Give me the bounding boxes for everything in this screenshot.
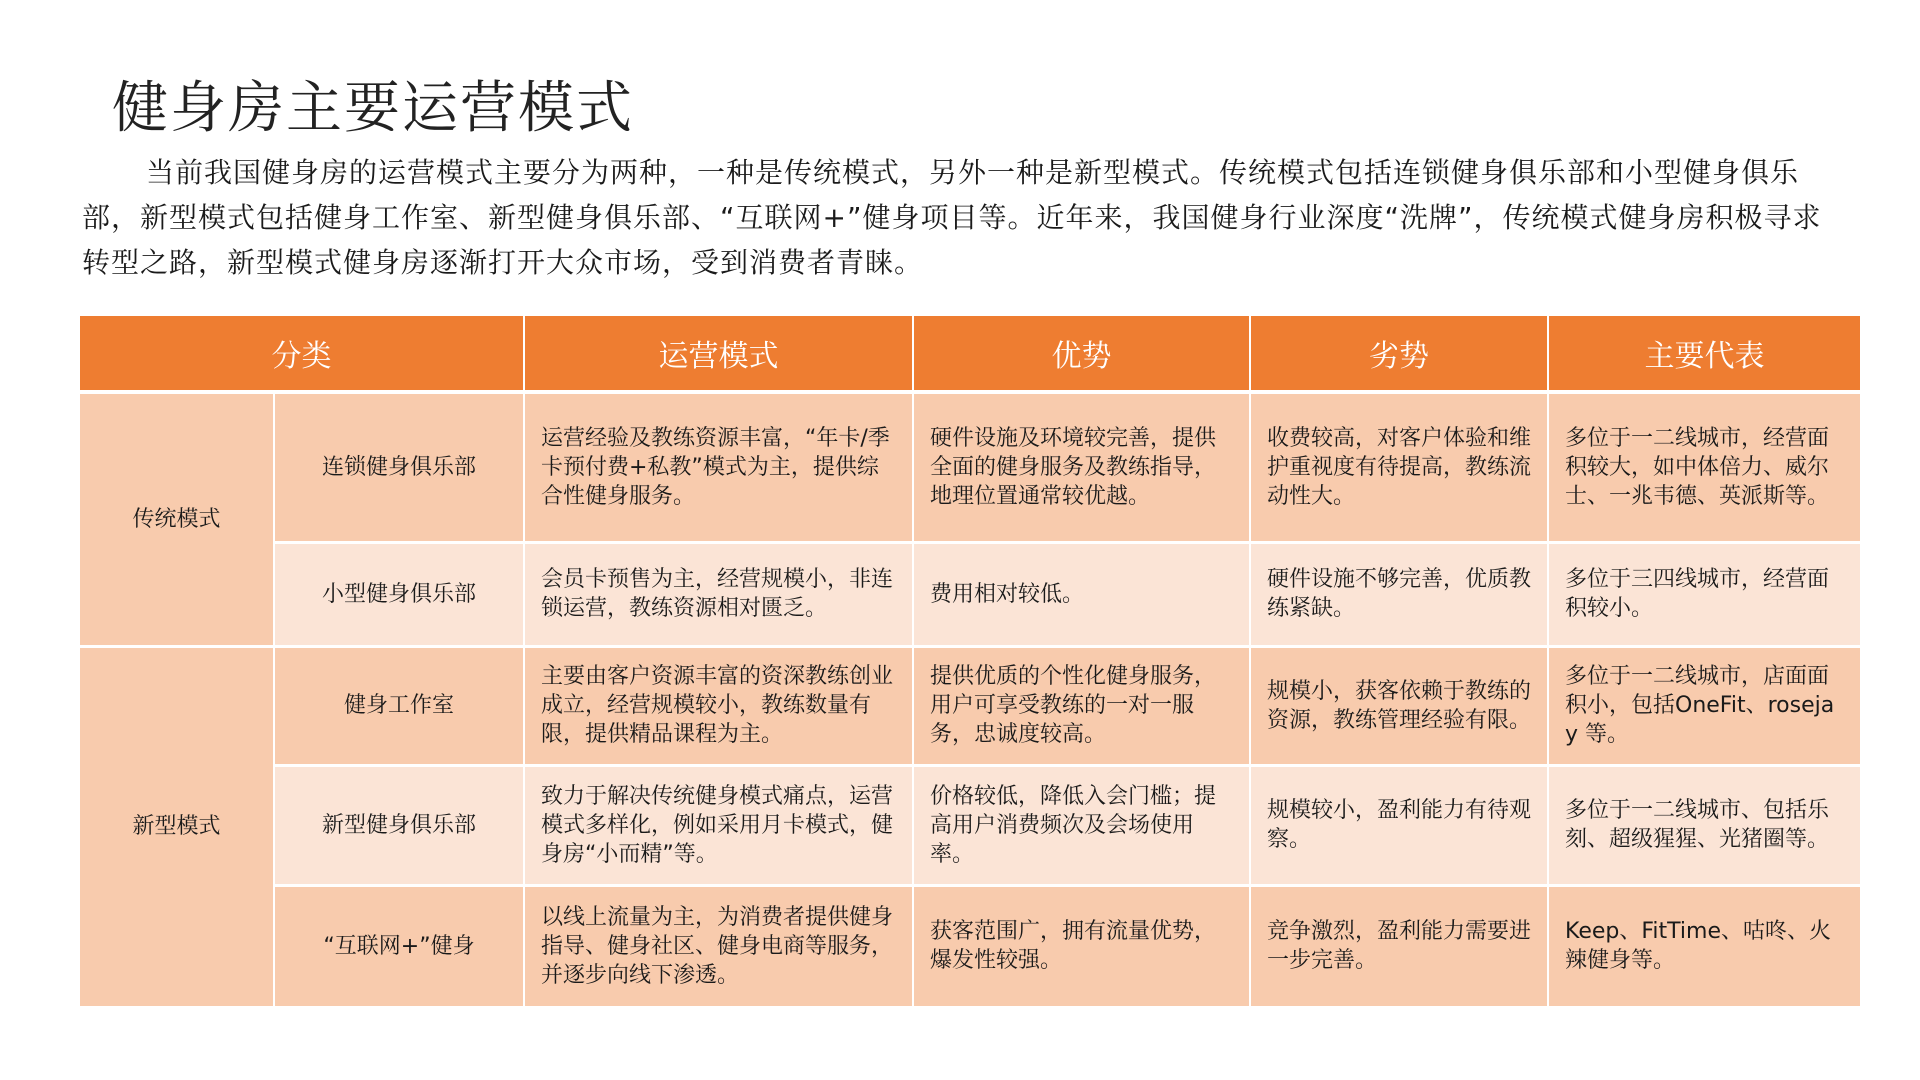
cell-mode: 运营经验及教练资源丰富，“年卡/季卡预付费+私教”模式为主，提供综合性健身服务。: [524, 392, 913, 542]
page-title: 健身房主要运营模式: [112, 76, 634, 141]
cell-advantage: 费用相对较低。: [913, 542, 1250, 646]
table-row: [80, 765, 1860, 885]
cell-representative: 多位于一二线城市，经营面积较大，如中体倍力、威尔士、一兆韦德、英派斯等。: [1548, 392, 1860, 542]
cell-disadvantage: 硬件设施不够完善，优质教练紧缺。: [1250, 542, 1548, 646]
group-traditional: 传统模式: [80, 392, 274, 646]
table-row: [80, 542, 1860, 646]
header-mode: 运营模式: [524, 316, 913, 392]
cell-disadvantage: 规模小，获客依赖于教练的资源，教练管理经验有限。: [1250, 646, 1548, 765]
table-row: [80, 392, 1860, 542]
table-row: [80, 885, 1860, 1007]
header-category: 分类: [80, 316, 524, 392]
group-new: 新型模式: [80, 646, 274, 1007]
cell-advantage: 提供优质的个性化健身服务，用户可享受教练的一对一服务，忠诚度较高。: [913, 646, 1250, 765]
cell-disadvantage: 规模较小，盈利能力有待观察。: [1250, 765, 1548, 885]
cell-representative: 多位于一二线城市、包括乐刻、超级猩猩、光猪圈等。: [1548, 765, 1860, 885]
cell-disadvantage: 竞争激烈，盈利能力需要进一步完善。: [1250, 885, 1548, 1007]
cell-disadvantage: 收费较高，对客户体验和维护重视度有待提高，教练流动性大。: [1250, 392, 1548, 542]
cell-mode: 致力于解决传统健身模式痛点，运营模式多样化，例如采用月卡模式，健身房“小而精”等。: [524, 765, 913, 885]
cell-representative: 多位于三四线城市，经营面积较小。: [1548, 542, 1860, 646]
intro-paragraph: 当前我国健身房的运营模式主要分为两种，一种是传统模式，另外一种是新型模式。传统模式包括连锁健身俱乐部和小型健身俱乐部，新型模式包括健身工作室、新型健身俱乐部、“互联网+”健身项目等。近年来，我国健身行业深度“洗牌”，传统模式健身房积极寻求转型之路，新型模式健身房逐渐打开大众市场，受到消费者青睐。: [82, 156, 1822, 279]
header-representative: 主要代表: [1548, 316, 1860, 392]
row-name: 新型健身俱乐部: [274, 765, 524, 885]
cell-mode: 会员卡预售为主，经营规模小，非连锁运营，教练资源相对匮乏。: [524, 542, 913, 646]
row-name: 连锁健身俱乐部: [274, 392, 524, 542]
header-disadvantage: 劣势: [1250, 316, 1548, 392]
table-row: [80, 646, 1860, 765]
cell-advantage: 获客范围广，拥有流量优势，爆发性较强。: [913, 885, 1250, 1007]
row-name: 小型健身俱乐部: [274, 542, 524, 646]
cell-mode: 以线上流量为主，为消费者提供健身指导、健身社区、健身电商等服务，并逐步向线下渗透。: [524, 885, 913, 1007]
row-name: 健身工作室: [274, 646, 524, 765]
operation-mode-table: [80, 316, 1860, 1009]
table-header-row: [80, 316, 1860, 392]
cell-advantage: 硬件设施及环境较完善，提供全面的健身服务及教练指导，地理位置通常较优越。: [913, 392, 1250, 542]
row-name: “互联网+”健身: [274, 885, 524, 1007]
cell-representative: Keep、FitTime、咕咚、火辣健身等。: [1548, 885, 1860, 1007]
cell-representative: 多位于一二线城市，店面面积小，包括OneFit、rosejay 等。: [1548, 646, 1860, 765]
cell-mode: 主要由客户资源丰富的资深教练创业成立，经营规模较小，教练数量有限，提供精品课程为主。: [524, 646, 913, 765]
cell-advantage: 价格较低，降低入会门槛；提高用户消费频次及会场使用率。: [913, 765, 1250, 885]
header-advantage: 优势: [913, 316, 1250, 392]
